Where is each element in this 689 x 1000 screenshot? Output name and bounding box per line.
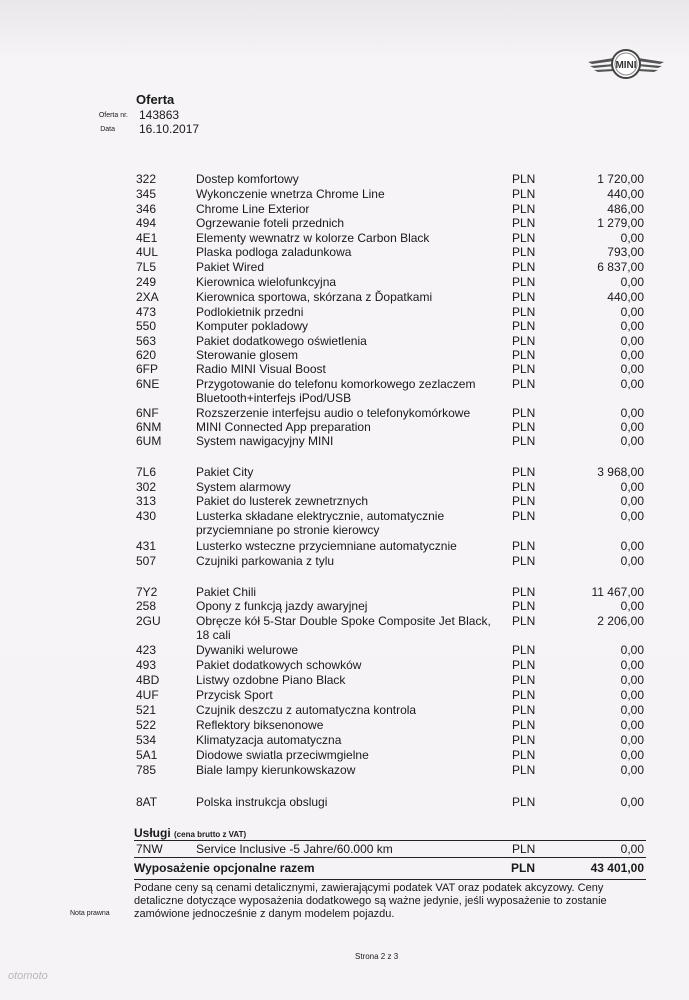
option-description: Kierownica wielofunkcyjna	[196, 275, 337, 289]
option-currency: PLN	[512, 688, 536, 702]
option-code: 7L5	[136, 260, 157, 274]
option-price: 0,00	[620, 539, 644, 553]
option-price: 0,00	[620, 480, 644, 494]
option-description: Biale lampy kierunkowskazow	[196, 763, 356, 777]
option-code: 423	[136, 643, 157, 657]
option-price: 0,00	[620, 377, 644, 391]
legal-note: Podane ceny są cenami detalicznymi, zawierającymi podatek VAT oraz podatek akcyzowy. Ceny detaliczne dotyczące wyposażenia dodatkowego są ważne jedynie, jeśli wyposażenie to zostanie zamówione jednocześnie z danym modelem pojazdu.	[134, 882, 607, 920]
option-currency: PLN	[512, 216, 536, 230]
option-currency: PLN	[512, 172, 536, 186]
option-price: 0,00	[620, 842, 644, 856]
option-description: Dywaniki welurowe	[196, 643, 299, 657]
option-description: Rozszerzenie interfejsu audio o telefonykomórkowe	[196, 406, 471, 420]
option-row	[0, 643, 689, 657]
option-currency: PLN	[512, 763, 536, 777]
option-description: Komputer pokladowy	[196, 319, 309, 333]
option-description: Obręcze kół 5-Star Double Spoke Composite Jet Black,	[196, 614, 491, 628]
option-row	[0, 733, 689, 747]
option-price: 0,00	[620, 494, 644, 508]
option-row	[0, 362, 689, 376]
option-row	[0, 406, 689, 420]
option-currency: PLN	[512, 434, 536, 448]
option-code: 2GU	[136, 614, 161, 628]
option-currency: PLN	[512, 377, 536, 391]
option-code: 2XA	[136, 290, 159, 304]
total-currency: PLN	[511, 861, 535, 875]
option-currency: PLN	[512, 703, 536, 717]
option-code: 4UF	[136, 688, 159, 702]
option-price: 0,00	[620, 763, 644, 777]
option-description: Kierownica sportowa, skórzana z Ďopatkami	[196, 290, 433, 304]
option-description: Wykonczenie wnetrza Chrome Line	[196, 187, 385, 201]
option-currency: PLN	[512, 202, 536, 216]
option-price: 793,00	[607, 245, 644, 259]
logo-text: MINI	[615, 60, 637, 71]
option-row	[0, 202, 689, 216]
option-code: 322	[136, 172, 157, 186]
option-row	[0, 245, 689, 259]
option-currency: PLN	[512, 319, 536, 333]
option-row	[0, 509, 689, 537]
option-description: Elementy wewnatrz w kolorze Carbon Black	[196, 231, 430, 245]
option-price: 0,00	[620, 599, 644, 613]
option-description: Klimatyzacja automatyczna	[196, 733, 342, 747]
option-code: 473	[136, 305, 157, 319]
option-code: 493	[136, 658, 157, 672]
option-currency: PLN	[512, 554, 536, 568]
option-currency: PLN	[512, 673, 536, 687]
option-code: 6NF	[136, 406, 159, 420]
option-price: 0,00	[620, 509, 644, 523]
option-row	[0, 434, 689, 448]
option-code: 534	[136, 733, 157, 747]
option-code: 6UM	[136, 434, 162, 448]
option-price: 0,00	[620, 420, 644, 434]
option-description-line2: przyciemniane po stronie kierowcy	[196, 523, 380, 537]
option-description: Diodowe swiatla przeciwmgielne	[196, 748, 369, 762]
option-currency: PLN	[512, 748, 536, 762]
offer-date: 16.10.2017	[139, 122, 200, 136]
option-row	[0, 231, 689, 245]
option-price: 0,00	[620, 348, 644, 362]
option-description: Pakiet dodatkowego oświetlenia	[196, 334, 367, 348]
option-price: 0,00	[620, 658, 644, 672]
option-code: 521	[136, 703, 157, 717]
option-currency: PLN	[512, 305, 536, 319]
option-description: Radio MINI Visual Boost	[196, 362, 326, 376]
option-row	[0, 494, 689, 508]
option-code: 7NW	[136, 842, 163, 856]
option-currency: PLN	[512, 348, 536, 362]
option-currency: PLN	[512, 614, 536, 628]
option-price: 0,00	[620, 231, 644, 245]
divider	[134, 857, 646, 858]
option-price: 0,00	[620, 406, 644, 420]
option-price: 440,00	[607, 187, 644, 201]
option-price: 1 720,00	[597, 172, 644, 186]
page-footer: Strona 2 z 3	[355, 952, 399, 961]
option-description: Sterowanie glosem	[196, 348, 299, 362]
option-description: Czujniki parkowania z tylu	[196, 554, 335, 568]
option-currency: PLN	[512, 795, 536, 809]
option-code: 8AT	[136, 795, 158, 809]
option-row	[0, 348, 689, 362]
option-row	[0, 658, 689, 672]
option-code: 249	[136, 275, 157, 289]
option-description: Service Inclusive -5 Jahre/60.000 km	[196, 842, 393, 856]
option-currency: PLN	[512, 334, 536, 348]
option-code: 4E1	[136, 231, 158, 245]
option-code: 620	[136, 348, 157, 362]
option-price: 0,00	[620, 748, 644, 762]
option-price: 6 837,00	[597, 260, 644, 274]
option-description-line2: 18 cali	[196, 628, 231, 642]
option-price: 2 206,00	[597, 614, 644, 628]
option-row	[0, 187, 689, 201]
option-currency: PLN	[512, 231, 536, 245]
option-price: 0,00	[620, 275, 644, 289]
option-code: 431	[136, 539, 157, 553]
option-code: 4BD	[136, 673, 160, 687]
option-row	[0, 748, 689, 762]
option-code: 4UL	[136, 245, 159, 259]
option-row	[0, 275, 689, 289]
option-currency: PLN	[512, 585, 536, 599]
option-price: 0,00	[620, 643, 644, 657]
option-code: 494	[136, 216, 157, 230]
option-price: 0,00	[620, 362, 644, 376]
option-price: 0,00	[620, 733, 644, 747]
option-row	[0, 290, 689, 304]
option-row	[0, 334, 689, 348]
option-description: Podlokietnik przedni	[196, 305, 304, 319]
option-row	[0, 539, 689, 553]
divider	[134, 879, 646, 880]
option-code: 7L6	[136, 465, 157, 479]
option-description: System alarmowy	[196, 480, 291, 494]
option-description: Lusterko wsteczne przyciemniane automatycznie	[196, 539, 457, 553]
option-price: 0,00	[620, 673, 644, 687]
option-row	[0, 319, 689, 333]
option-price: 11 467,00	[591, 585, 644, 599]
option-description: Przygotowanie do telefonu komorkowego zezlaczem	[196, 377, 476, 391]
option-description: Pakiet dodatkowych schowków	[196, 658, 362, 672]
option-price: 0,00	[620, 334, 644, 348]
option-row	[0, 305, 689, 319]
services-title: Usługi (cena brutto z VAT)	[134, 826, 247, 840]
option-price: 0,00	[620, 319, 644, 333]
services-subtitle: (cena brutto z VAT)	[174, 830, 247, 839]
option-currency: PLN	[512, 260, 536, 274]
option-description: System nawigacyjny MINI	[196, 434, 334, 448]
option-price: 3 968,00	[597, 465, 644, 479]
date-label: Data	[100, 126, 115, 133]
option-row	[0, 420, 689, 434]
option-row	[0, 599, 689, 613]
option-price: 0,00	[620, 688, 644, 702]
option-description: Chrome Line Exterior	[196, 202, 310, 216]
option-row	[0, 842, 689, 856]
divider	[134, 840, 646, 841]
option-currency: PLN	[512, 406, 536, 420]
option-row	[0, 480, 689, 494]
option-description: Reflektory biksenonowe	[196, 718, 324, 732]
option-currency: PLN	[512, 275, 536, 289]
option-currency: PLN	[512, 480, 536, 494]
option-price: 486,00	[607, 202, 644, 216]
option-code: 345	[136, 187, 157, 201]
option-currency: PLN	[512, 509, 536, 523]
option-currency: PLN	[512, 539, 536, 553]
option-code: 6NE	[136, 377, 160, 391]
option-description: Listwy ozdobne Piano Black	[196, 673, 346, 687]
option-price: 0,00	[620, 718, 644, 732]
option-code: 258	[136, 599, 157, 613]
option-description: Opony z funkcją jazdy awaryjnej	[196, 599, 368, 613]
option-description-line2: Bluetooth+interfejs iPod/USB	[196, 391, 352, 405]
option-currency: PLN	[512, 420, 536, 434]
option-row	[0, 763, 689, 777]
option-description: Przycisk Sport	[196, 688, 273, 702]
offer-number: 143863	[139, 108, 180, 122]
page-title: Oferta	[136, 92, 175, 107]
option-row	[0, 585, 689, 599]
option-description: Pakiet Chili	[196, 585, 257, 599]
option-currency: PLN	[512, 187, 536, 201]
option-price: 0,00	[620, 554, 644, 568]
legal-note-label: Nota prawna	[70, 910, 110, 917]
total-amount: 43 401,00	[590, 861, 644, 875]
option-price: 0,00	[620, 795, 644, 809]
option-code: 302	[136, 480, 157, 494]
option-code: 550	[136, 319, 157, 333]
offer-number-label: Oferta nr.	[98, 112, 128, 119]
option-code: 6FP	[136, 362, 159, 376]
option-currency: PLN	[512, 599, 536, 613]
option-price: 440,00	[607, 290, 644, 304]
option-row	[0, 718, 689, 732]
option-currency: PLN	[512, 658, 536, 672]
option-code: 563	[136, 334, 157, 348]
option-currency: PLN	[512, 465, 536, 479]
option-code: 346	[136, 202, 157, 216]
option-row	[0, 673, 689, 687]
option-code: 507	[136, 554, 157, 568]
option-code: 522	[136, 718, 157, 732]
option-price: 0,00	[620, 305, 644, 319]
option-currency: PLN	[512, 290, 536, 304]
option-price: 1 279,00	[597, 216, 644, 230]
option-description: Dostep komfortowy	[196, 172, 299, 186]
option-row	[0, 554, 689, 568]
option-description: Plaska podloga zaladunkowa	[196, 245, 352, 259]
option-description: Pakiet Wired	[196, 260, 265, 274]
total-row	[0, 861, 689, 877]
option-currency: PLN	[512, 733, 536, 747]
option-currency: PLN	[512, 494, 536, 508]
option-code: 430	[136, 509, 157, 523]
option-currency: PLN	[512, 245, 536, 259]
option-row	[0, 795, 689, 809]
option-code: 6NM	[136, 420, 162, 434]
option-description: Pakiet do lusterek zewnetrznych	[196, 494, 369, 508]
option-currency: PLN	[512, 842, 536, 856]
option-price: 0,00	[620, 703, 644, 717]
option-description: Lusterka składane elektrycznie, automatycznie	[196, 509, 445, 523]
option-code: 7Y2	[136, 585, 158, 599]
option-row	[0, 377, 689, 405]
option-price: 0,00	[620, 434, 644, 448]
watermark: otomoto	[8, 970, 48, 982]
option-row	[0, 703, 689, 717]
option-description: Ogrzewanie foteli przednich	[196, 216, 345, 230]
option-currency: PLN	[512, 362, 536, 376]
option-row	[0, 465, 689, 479]
option-row	[0, 216, 689, 230]
option-row	[0, 614, 689, 642]
total-label: Wyposażenie opcjonalne razem	[134, 861, 315, 875]
option-code: 313	[136, 494, 157, 508]
option-currency: PLN	[512, 643, 536, 657]
option-row	[0, 260, 689, 274]
option-code: 785	[136, 763, 157, 777]
mini-logo-icon	[586, 44, 666, 84]
option-code: 5A1	[136, 748, 158, 762]
option-description: Czujnik deszczu z automatyczna kontrola	[196, 703, 417, 717]
option-description: Polska instrukcja obslugi	[196, 795, 328, 809]
option-description: MINI Connected App preparation	[196, 420, 371, 434]
option-currency: PLN	[512, 718, 536, 732]
option-row	[0, 172, 689, 186]
option-row	[0, 688, 689, 702]
option-description: Pakiet City	[196, 465, 254, 479]
